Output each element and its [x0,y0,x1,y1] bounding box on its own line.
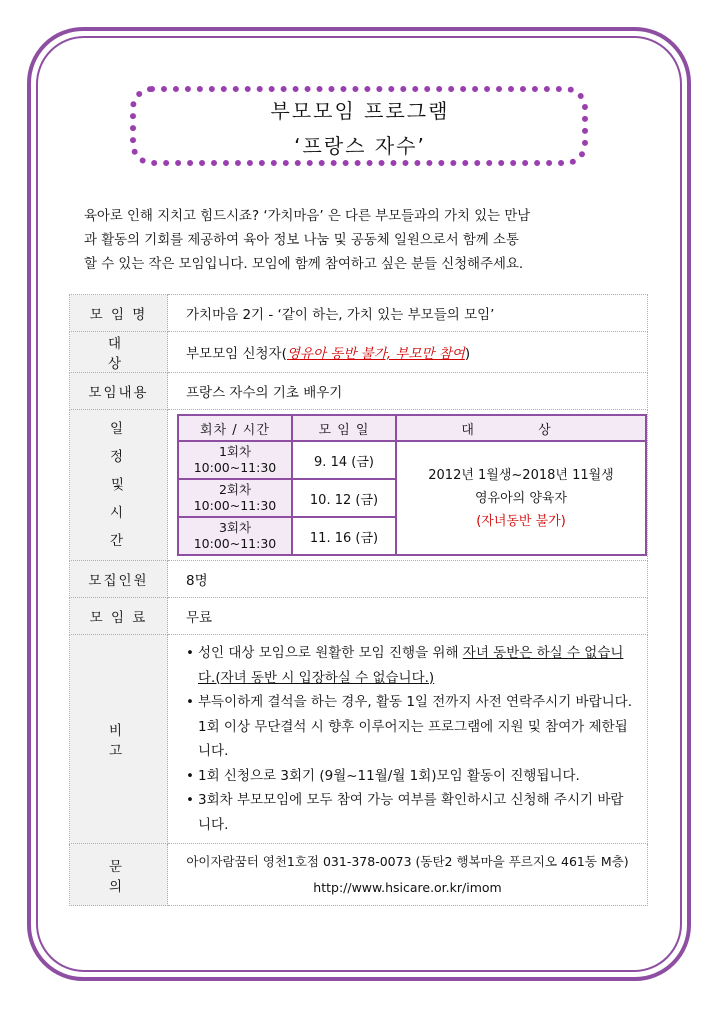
session-slot [178,441,292,479]
schedule-header: 대 상 [396,415,646,441]
row-contact [70,844,648,906]
label-schedule-line: 및 [110,477,127,493]
target-restriction: (자녀동반 불가) [476,513,566,529]
session-time: 10:00~11:30 [193,460,277,475]
session-time: 10:00~11:30 [193,498,277,513]
value-schedule [168,410,648,561]
value-fee: 무료 [168,598,648,635]
label-content: 모임내용 [70,373,168,410]
title-sub: ‘프랑스 자수’ [294,134,426,158]
label-remarks: 비 고 [70,635,168,844]
session-date: 10. 12 (금) [292,479,396,517]
session-round: 2회차 [218,482,252,497]
session-round: 3회차 [218,520,252,535]
schedule-header: 회차 / 시간 [178,415,292,441]
row-schedule [70,410,648,561]
value-remarks [168,635,648,844]
row-fee [70,598,648,635]
schedule-row [178,441,646,479]
remark-item: • 3회차 부모모임에 모두 참여 가능 여부를 확인하시고 신청해 주시기 바랍니다. [186,788,633,837]
value-content: 프랑스 자수의 기초 배우기 [168,373,648,410]
target-line: 2012년 1월생~2018년 11월생 [428,467,614,483]
intro-line: 과 활동의 기회를 제공하여 육아 정보 나눔 및 공동체 일원으로서 함께 소통 [84,233,519,248]
label-schedule-line: 일 정 [109,421,146,465]
remark-item: • 1회 신청으로 3회기 (9월~11월/월 1회)모임 활동이 진행됩니다. [186,764,633,789]
intro-line: 할 수 있는 작은 모임입니다. 모임에 함께 참여하고 싶은 분들 신청해주세요. [84,257,524,272]
session-date: 9. 14 (금) [292,441,396,479]
title-main: 부모모임 프로그램 [270,99,450,123]
value-count: 8명 [168,561,648,598]
label-contact: 문 의 [70,844,168,906]
label-name: 모 임 명 [70,295,168,332]
target-text: 부모모임 신청자 [186,346,282,362]
schedule-header: 모 임 일 [292,415,396,441]
row-name [70,295,648,332]
row-target [70,332,648,373]
session-date: 11. 16 (금) [292,517,396,555]
remark-item: • 부득이하게 결석을 하는 경우, 활동 1일 전까지 사전 연락주시기 바랍니다. 1회 이상 무단결석 시 향후 이루어지는 프로그램에 지원 및 참여가 제한됩니다. [186,690,633,764]
session-round: 1회차 [218,444,252,459]
contact-line: 아이자람꿈터 영천1호점 031-378-0073 (동탄2 행복마을 푸르지오 461동 M층) [186,853,629,869]
session-time: 10:00~11:30 [193,536,277,551]
row-remarks [70,635,648,844]
session-slot [178,517,292,555]
label-schedule-line: 시 간 [109,505,146,549]
row-content [70,373,648,410]
target-line: 영유아의 양육자 [474,490,568,506]
value-target: 부모모임 신청자(영유아 동반 불가, 부모만 참여) [168,332,648,373]
schedule-table [177,414,647,556]
value-contact [168,844,648,906]
label-count: 모집인원 [70,561,168,598]
target-note: 영유아 동반 불가, 부모만 참여 [286,346,465,362]
label-target: 대 상 [70,332,168,373]
session-slot [178,479,292,517]
label-fee: 모 임 료 [70,598,168,635]
remark-underlined: 자녀 동반은 하실 수 없습니다.(자녀 동반 시 입장하실 수 없습니다.) [198,645,624,686]
value-name: 가치마음 2기 - ‘같이 하는, 가치 있는 부모들의 모임’ [168,295,648,332]
remarks-list [186,641,633,837]
label-schedule [70,410,168,561]
info-table [69,294,648,906]
intro-line: 육아로 인해 지치고 힘드시죠? ‘가치마음’ 은 다른 부모들과의 가치 있는 만남 [84,209,531,224]
schedule-header-row [178,415,646,441]
remark-item: • 성인 대상 모임으로 원활한 모임 진행을 위해 자녀 동반은 하실 수 없습니다.(자녀 동반 시 입장하실 수 없습니다.) [186,641,633,690]
row-count [70,561,648,598]
contact-url[interactable]: http://www.hsicare.or.kr/imom [313,879,502,895]
intro-paragraph [84,205,640,277]
schedule-target [396,441,646,555]
